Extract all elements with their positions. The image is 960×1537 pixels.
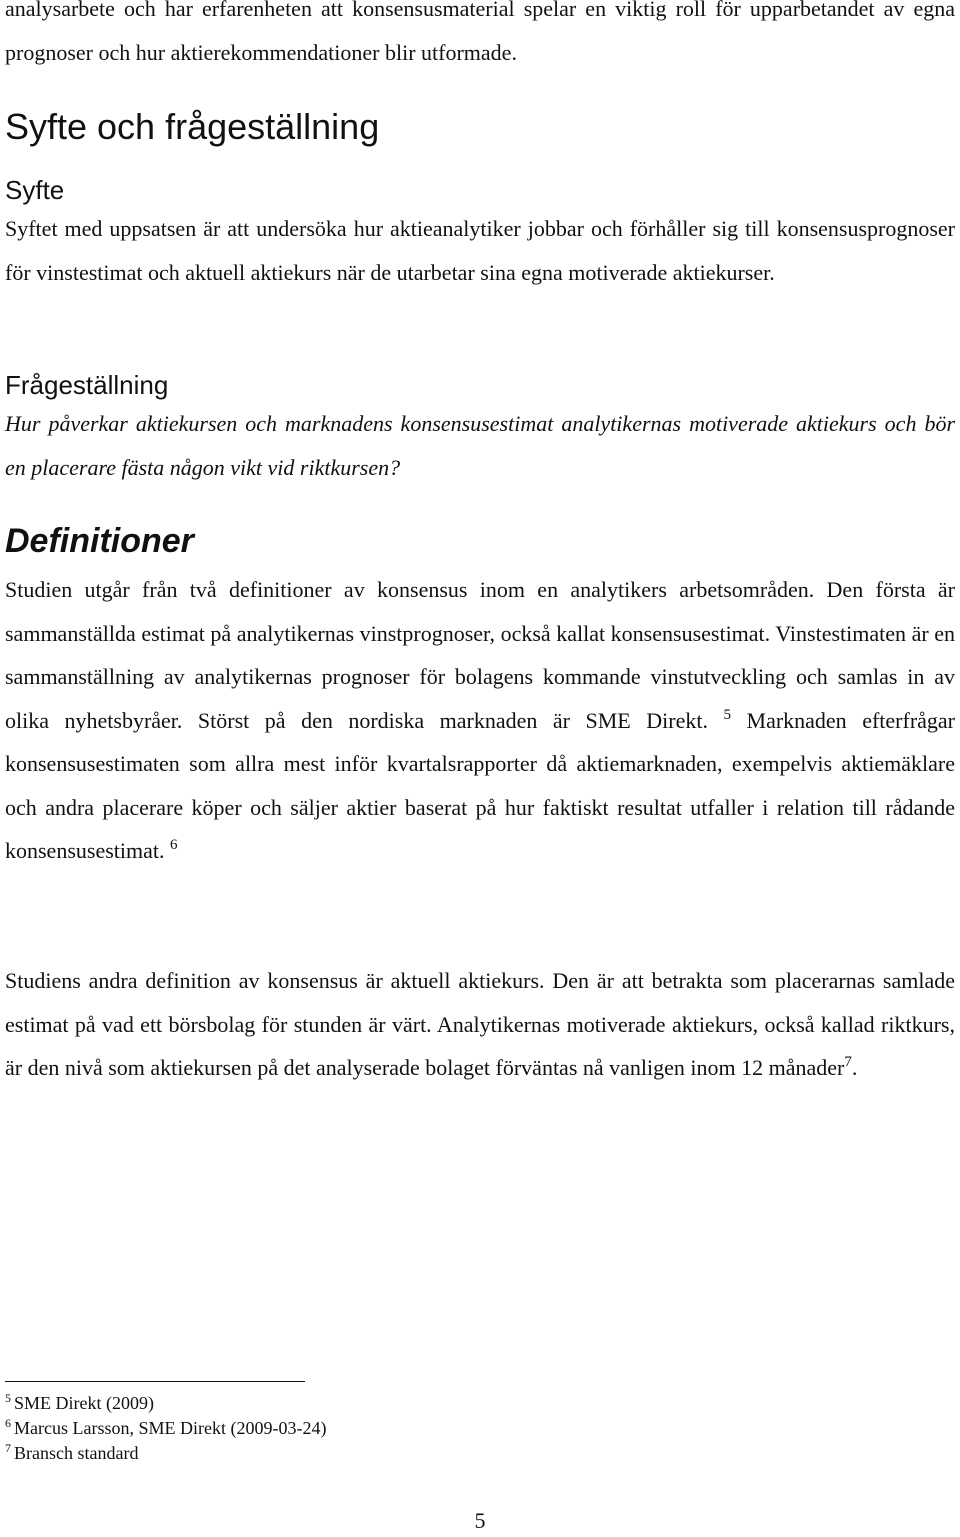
footnote-text: Marcus Larsson, SME Direkt (2009-03-24) bbox=[14, 1418, 327, 1438]
page-number: 5 bbox=[474, 1508, 486, 1533]
purpose-paragraph: Syftet med uppsatsen är att undersöka hur aktieanalytiker jobbar och förhåller sig till konsensusprognoser för vinstestimat och aktuell aktiekurs när de utarbetar sina egna motiverade aktiekurser. bbox=[5, 216, 955, 285]
footnote-item bbox=[5, 1441, 326, 1466]
definitions-paragraph-2 bbox=[5, 959, 955, 1090]
question-heading: Frågeställning bbox=[5, 370, 169, 400]
main-heading: Syfte och frågeställning bbox=[5, 106, 380, 147]
footnote-text: SME Direkt (2009) bbox=[14, 1393, 154, 1413]
footnote-ref-5: 5 bbox=[723, 706, 731, 723]
definitions-paragraph-1 bbox=[5, 568, 955, 873]
definitions-p2-text-b: . bbox=[851, 1055, 858, 1080]
definitions-p2-text-a: Studiens andra definition av konsensus är aktuell aktiekurs. Den är att betrakta som placerarnas samlade estimat på vad ett börsbolag för stunden är värt. Analytikernas motiverade aktiekurs, också kallad riktkurs, är den nivå som aktiekursen på det analyserade bolaget förväntas nå vanligen inom 12 månader bbox=[5, 968, 955, 1080]
footnote-item bbox=[5, 1416, 326, 1441]
footnote-number: 7 bbox=[5, 1441, 11, 1455]
footnote-ref-7: 7 bbox=[844, 1054, 852, 1070]
footnote-number: 6 bbox=[5, 1416, 11, 1430]
footnotes-list bbox=[5, 1391, 326, 1466]
footnote-separator bbox=[5, 1381, 305, 1382]
definitions-p1-text-b: Marknaden efterfrågar konsensusestimaten som allra mest inför kvartalsrapporter då aktiemarknaden, exempelvis aktiemäklare och andra placerare köper och säljer aktier baserat på hur faktiskt resultat utfaller i relation till rådande konsensusestimat. bbox=[5, 707, 956, 863]
purpose-heading: Syfte bbox=[5, 175, 65, 205]
question-paragraph: Hur påverkar aktiekursen och marknadens konsensusestimat analytikernas motiverade aktiekurs och bör en placerare fästa någon vikt vid riktkursen? bbox=[5, 411, 955, 480]
definitions-heading: Definitioner bbox=[5, 522, 194, 560]
definitions-p1-text-a: Studien utgår från två definitioner av konsensus inom en analytikers arbetsområden. Den första är sammanställda estimat på analytikernas vinstprognoser, också kallat konsensusestimat. Vinstestimaten är en sammanställning av analytikernas prognoser för bolagens kommande vinstutveckling och samlas in av olika nyhetsbyråer. Störst på den nordiska marknaden är SME Direkt. bbox=[5, 577, 955, 733]
footnote-number: 5 bbox=[5, 1391, 11, 1405]
footnote-ref-6: 6 bbox=[170, 837, 178, 853]
footnote-item bbox=[5, 1391, 326, 1416]
footnote-text: Bransch standard bbox=[14, 1443, 139, 1463]
intro-paragraph: analysarbete och har erfarenheten att konsensusmaterial spelar en viktig roll för upparbetandet av egna prognoser och hur aktierekommendationer blir utformade. bbox=[5, 0, 955, 65]
